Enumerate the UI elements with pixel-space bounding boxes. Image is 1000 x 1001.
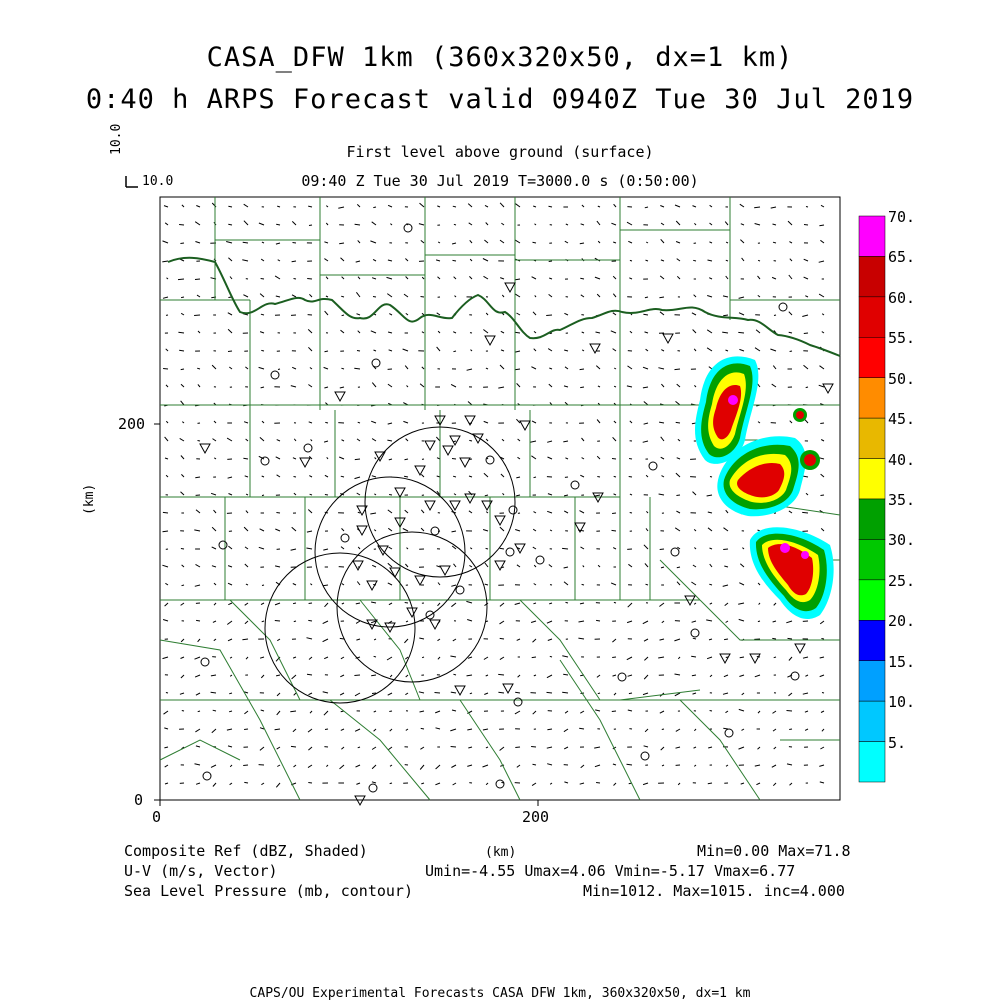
- wind-vector: [405, 603, 408, 604]
- x-axis-label: (km): [485, 845, 516, 860]
- wind-vector: [276, 513, 280, 514]
- wind-vector: [228, 206, 232, 207]
- colorbar-label: 70.: [888, 208, 915, 226]
- wind-vector: [597, 477, 600, 478]
- wind-vector: [178, 332, 184, 333]
- wind-vector: [196, 620, 200, 621]
- wind-vector: [422, 657, 424, 658]
- wind-vector: [181, 297, 184, 298]
- wind-vector: [389, 711, 392, 712]
- wind-vector: [630, 260, 632, 261]
- wind-vector: [566, 602, 569, 603]
- wind-vector: [323, 585, 328, 586]
- wind-vector: [515, 279, 520, 280]
- wind-vector: [790, 351, 792, 352]
- wind-vector: [243, 458, 248, 459]
- colorbar-swatch: [859, 580, 885, 620]
- wind-vector: [243, 765, 248, 766]
- vector-scale-horizontal-label: 10.0: [142, 174, 173, 189]
- wind-vector: [405, 459, 409, 460]
- wind-vector: [821, 639, 824, 640]
- wind-vector: [261, 350, 264, 351]
- wind-vector: [357, 351, 360, 352]
- wind-vector: [515, 692, 520, 693]
- vector-scale-vertical-label: 10.0: [109, 124, 124, 155]
- time-subtitle: 09:40 Z Tue 30 Jul 2019 T=3000.0 s (0:50:00): [0, 172, 1000, 190]
- wind-vector: [294, 279, 297, 280]
- wind-vector: [354, 675, 360, 676]
- wind-vector: [293, 243, 297, 244]
- wind-vector: [627, 764, 633, 765]
- wind-vector: [677, 567, 680, 568]
- wind-vector: [738, 332, 744, 333]
- wind-vector: [820, 423, 824, 424]
- wind-vector: [262, 495, 264, 496]
- colorbar-label: 60.: [888, 289, 915, 307]
- colorbar-swatch: [859, 216, 885, 256]
- colorbar-swatch: [859, 539, 885, 579]
- wind-vector: [563, 674, 568, 675]
- wind-vector: [692, 675, 696, 676]
- colorbar-swatch: [859, 297, 885, 337]
- colorbar-swatch: [859, 701, 885, 741]
- footer-field3-name: Sea Level Pressure (mb, contour): [124, 882, 413, 900]
- wind-vector: [515, 747, 520, 748]
- wind-vector: [804, 225, 808, 226]
- wind-vector: [355, 459, 360, 460]
- wind-vector: [163, 369, 168, 370]
- wind-vector: [275, 621, 280, 622]
- wind-vector: [643, 314, 648, 315]
- map-title-line1: CASA_DFW 1km (360x320x50, dx=1 km): [0, 42, 1000, 73]
- wind-vector: [453, 260, 457, 261]
- wind-vector: [659, 297, 664, 298]
- wind-vector: [614, 476, 616, 477]
- wind-vector: [645, 297, 648, 298]
- footer-field1-name: Composite Ref (dBZ, Shaded): [124, 842, 368, 860]
- wind-vector: [389, 495, 392, 496]
- wind-vector: [550, 656, 552, 657]
- wind-vector: [421, 297, 425, 298]
- wind-vector: [275, 729, 280, 730]
- wind-vector: [596, 783, 600, 784]
- wind-vector: [291, 746, 296, 747]
- colorbar-swatch: [859, 661, 885, 701]
- wind-vector: [163, 512, 168, 513]
- wind-vector: [531, 747, 536, 748]
- colorbar-label: 55.: [888, 329, 915, 347]
- wind-vector: [612, 459, 616, 460]
- wind-vector: [612, 530, 617, 531]
- wind-vector: [194, 315, 200, 316]
- wind-vector: [802, 512, 808, 513]
- wind-vector: [325, 495, 328, 496]
- footer-field1-range: Min=0.00 Max=71.8: [697, 842, 851, 860]
- wind-vector: [547, 692, 553, 693]
- credit-line: CAPS/OU Experimental Forecasts CASA DFW 1km, 360x320x50, dx=1 km: [0, 986, 1000, 1001]
- wind-vector: [421, 728, 424, 729]
- y-axis-label: (km): [82, 484, 97, 515]
- wind-vector: [822, 693, 824, 694]
- wind-vector: [562, 692, 568, 693]
- wind-vector: [806, 387, 808, 388]
- wind-vector: [293, 603, 296, 604]
- wind-vector: [294, 477, 297, 478]
- reflectivity-colorbar: [859, 216, 885, 782]
- colorbar-swatch: [859, 742, 885, 782]
- wind-vector: [308, 620, 312, 621]
- wind-vector: [166, 693, 168, 694]
- wind-vector: [309, 225, 312, 226]
- wind-vector: [723, 549, 728, 550]
- wind-vector: [710, 477, 712, 478]
- wind-vector: [325, 729, 328, 730]
- wind-vector: [580, 387, 584, 388]
- colorbar-swatch: [859, 499, 885, 539]
- colorbar-swatch: [859, 620, 885, 660]
- wind-vector: [294, 621, 296, 622]
- wind-vector: [244, 782, 248, 783]
- wind-vector: [198, 711, 200, 712]
- wind-vector: [198, 441, 201, 442]
- wind-vector: [629, 693, 632, 694]
- colorbar-label: 30.: [888, 531, 915, 549]
- wind-vector: [533, 764, 537, 765]
- wind-vector: [789, 332, 792, 333]
- wind-vector: [179, 225, 184, 226]
- x-tick-0: 0: [152, 808, 161, 826]
- wind-vector: [500, 638, 504, 639]
- colorbar-label: 45.: [888, 410, 915, 428]
- footer-field2-range: Umin=-4.55 Umax=4.06 Vmin=-5.17 Vmax=6.77: [425, 862, 795, 880]
- wind-vector: [676, 422, 680, 423]
- y-tick-0: 0: [134, 791, 143, 809]
- wind-vector: [339, 243, 344, 244]
- wind-vector: [390, 783, 392, 784]
- wind-vector: [598, 693, 600, 694]
- wind-vector: [546, 315, 552, 316]
- wind-vector: [788, 638, 793, 639]
- wind-vector: [758, 621, 760, 622]
- wind-vector: [454, 224, 456, 225]
- wind-vector: [614, 602, 616, 603]
- wind-vector: [676, 495, 680, 496]
- wind-vector: [262, 585, 264, 586]
- wind-vector: [787, 711, 793, 712]
- wind-vector: [549, 261, 552, 262]
- wind-vector: [708, 783, 712, 784]
- wind-vector: [532, 657, 536, 658]
- wind-vector: [740, 657, 744, 658]
- wind-vector: [580, 243, 584, 244]
- wind-vector: [693, 260, 696, 261]
- wind-vector: [371, 675, 376, 676]
- wind-vector: [373, 297, 376, 298]
- wind-vector: [789, 729, 792, 730]
- wind-vector: [772, 638, 776, 639]
- wind-vector: [821, 495, 825, 496]
- wind-vector: [453, 351, 456, 352]
- colorbar-swatch: [859, 337, 885, 377]
- wind-vector: [195, 279, 200, 280]
- colorbar-label: 25.: [888, 572, 915, 590]
- wind-vector: [549, 206, 553, 207]
- wind-vector: [580, 278, 584, 279]
- colorbar-swatch: [859, 418, 885, 458]
- wind-vector: [307, 279, 312, 280]
- wind-vector: [163, 531, 169, 532]
- wind-vector: [774, 315, 776, 316]
- wind-vector: [342, 315, 344, 316]
- wind-vector: [596, 620, 600, 621]
- wind-vector: [278, 369, 280, 370]
- wind-vector: [261, 279, 264, 280]
- wind-vector: [758, 260, 760, 261]
- wind-vector: [374, 656, 376, 657]
- wind-vector: [675, 369, 681, 370]
- colorbar-label: 35.: [888, 491, 915, 509]
- footer-field2-name: U-V (m/s, Vector): [124, 862, 278, 880]
- wind-vector: [806, 207, 808, 208]
- level-subtitle: First level above ground (surface): [0, 143, 1000, 161]
- wind-vector: [562, 548, 568, 549]
- colorbar-label: 50.: [888, 370, 915, 388]
- wind-vector: [180, 243, 184, 244]
- colorbar-label: 20.: [888, 612, 915, 630]
- colorbar-label: 5.: [888, 734, 906, 752]
- wind-vector: [629, 477, 632, 478]
- wind-vector: [435, 693, 441, 694]
- wind-vector: [691, 656, 696, 657]
- wind-vector: [373, 207, 376, 208]
- wind-vector: [660, 549, 664, 550]
- colorbar-swatch: [859, 256, 885, 296]
- colorbar-swatch: [859, 378, 885, 418]
- wind-vector: [325, 351, 329, 352]
- wind-vector: [372, 693, 376, 694]
- wind-vector: [486, 548, 488, 549]
- wind-vector: [469, 440, 472, 441]
- wind-vector: [498, 674, 504, 675]
- x-tick-200: 200: [522, 808, 549, 826]
- wind-vector: [452, 459, 456, 460]
- colorbar-label: 40.: [888, 451, 915, 469]
- colorbar-label: 15.: [888, 653, 915, 671]
- wind-vector: [308, 783, 312, 784]
- wind-vector: [804, 333, 808, 334]
- wind-vector: [307, 674, 312, 675]
- wind-vector: [612, 711, 616, 712]
- wind-vector: [228, 351, 232, 352]
- wind-vector: [182, 711, 184, 712]
- vector-scale-icon: [126, 176, 138, 187]
- footer-field3-range: Min=1012. Max=1015. inc=4.000: [583, 882, 845, 900]
- wind-vector: [181, 549, 184, 550]
- wind-vector: [630, 513, 632, 514]
- wind-vector: [580, 369, 584, 370]
- wind-vector: [612, 657, 616, 658]
- wind-vector: [178, 279, 184, 280]
- wind-vector: [290, 711, 296, 712]
- wind-vector: [355, 224, 360, 225]
- wind-vector: [451, 747, 456, 748]
- wind-vector: [309, 603, 312, 604]
- wind-vector: [325, 422, 328, 423]
- colorbar-label: 65.: [888, 248, 915, 266]
- wind-vector: [181, 369, 184, 370]
- wind-vector: [724, 639, 728, 640]
- wind-vector: [534, 477, 537, 478]
- wind-vector: [582, 584, 584, 585]
- wind-vector: [515, 369, 520, 370]
- wind-vector: [754, 207, 760, 208]
- wind-vector: [629, 459, 632, 460]
- wind-vector: [710, 711, 712, 712]
- wind-vector: [533, 242, 537, 243]
- colorbar-label: 10.: [888, 693, 915, 711]
- wind-vector: [179, 350, 184, 351]
- y-tick-200: 200: [118, 415, 145, 433]
- wind-vector: [244, 729, 248, 730]
- wind-vector: [182, 585, 185, 586]
- wind-vector: [662, 729, 664, 730]
- map-title-line2: 0:40 h ARPS Forecast valid 0940Z Tue 30 Jul 2019: [0, 84, 1000, 115]
- colorbar-swatch: [859, 459, 885, 499]
- wind-vector: [774, 657, 776, 658]
- wind-vector: [612, 513, 616, 514]
- wind-vector: [340, 638, 344, 639]
- wind-vector: [454, 441, 457, 442]
